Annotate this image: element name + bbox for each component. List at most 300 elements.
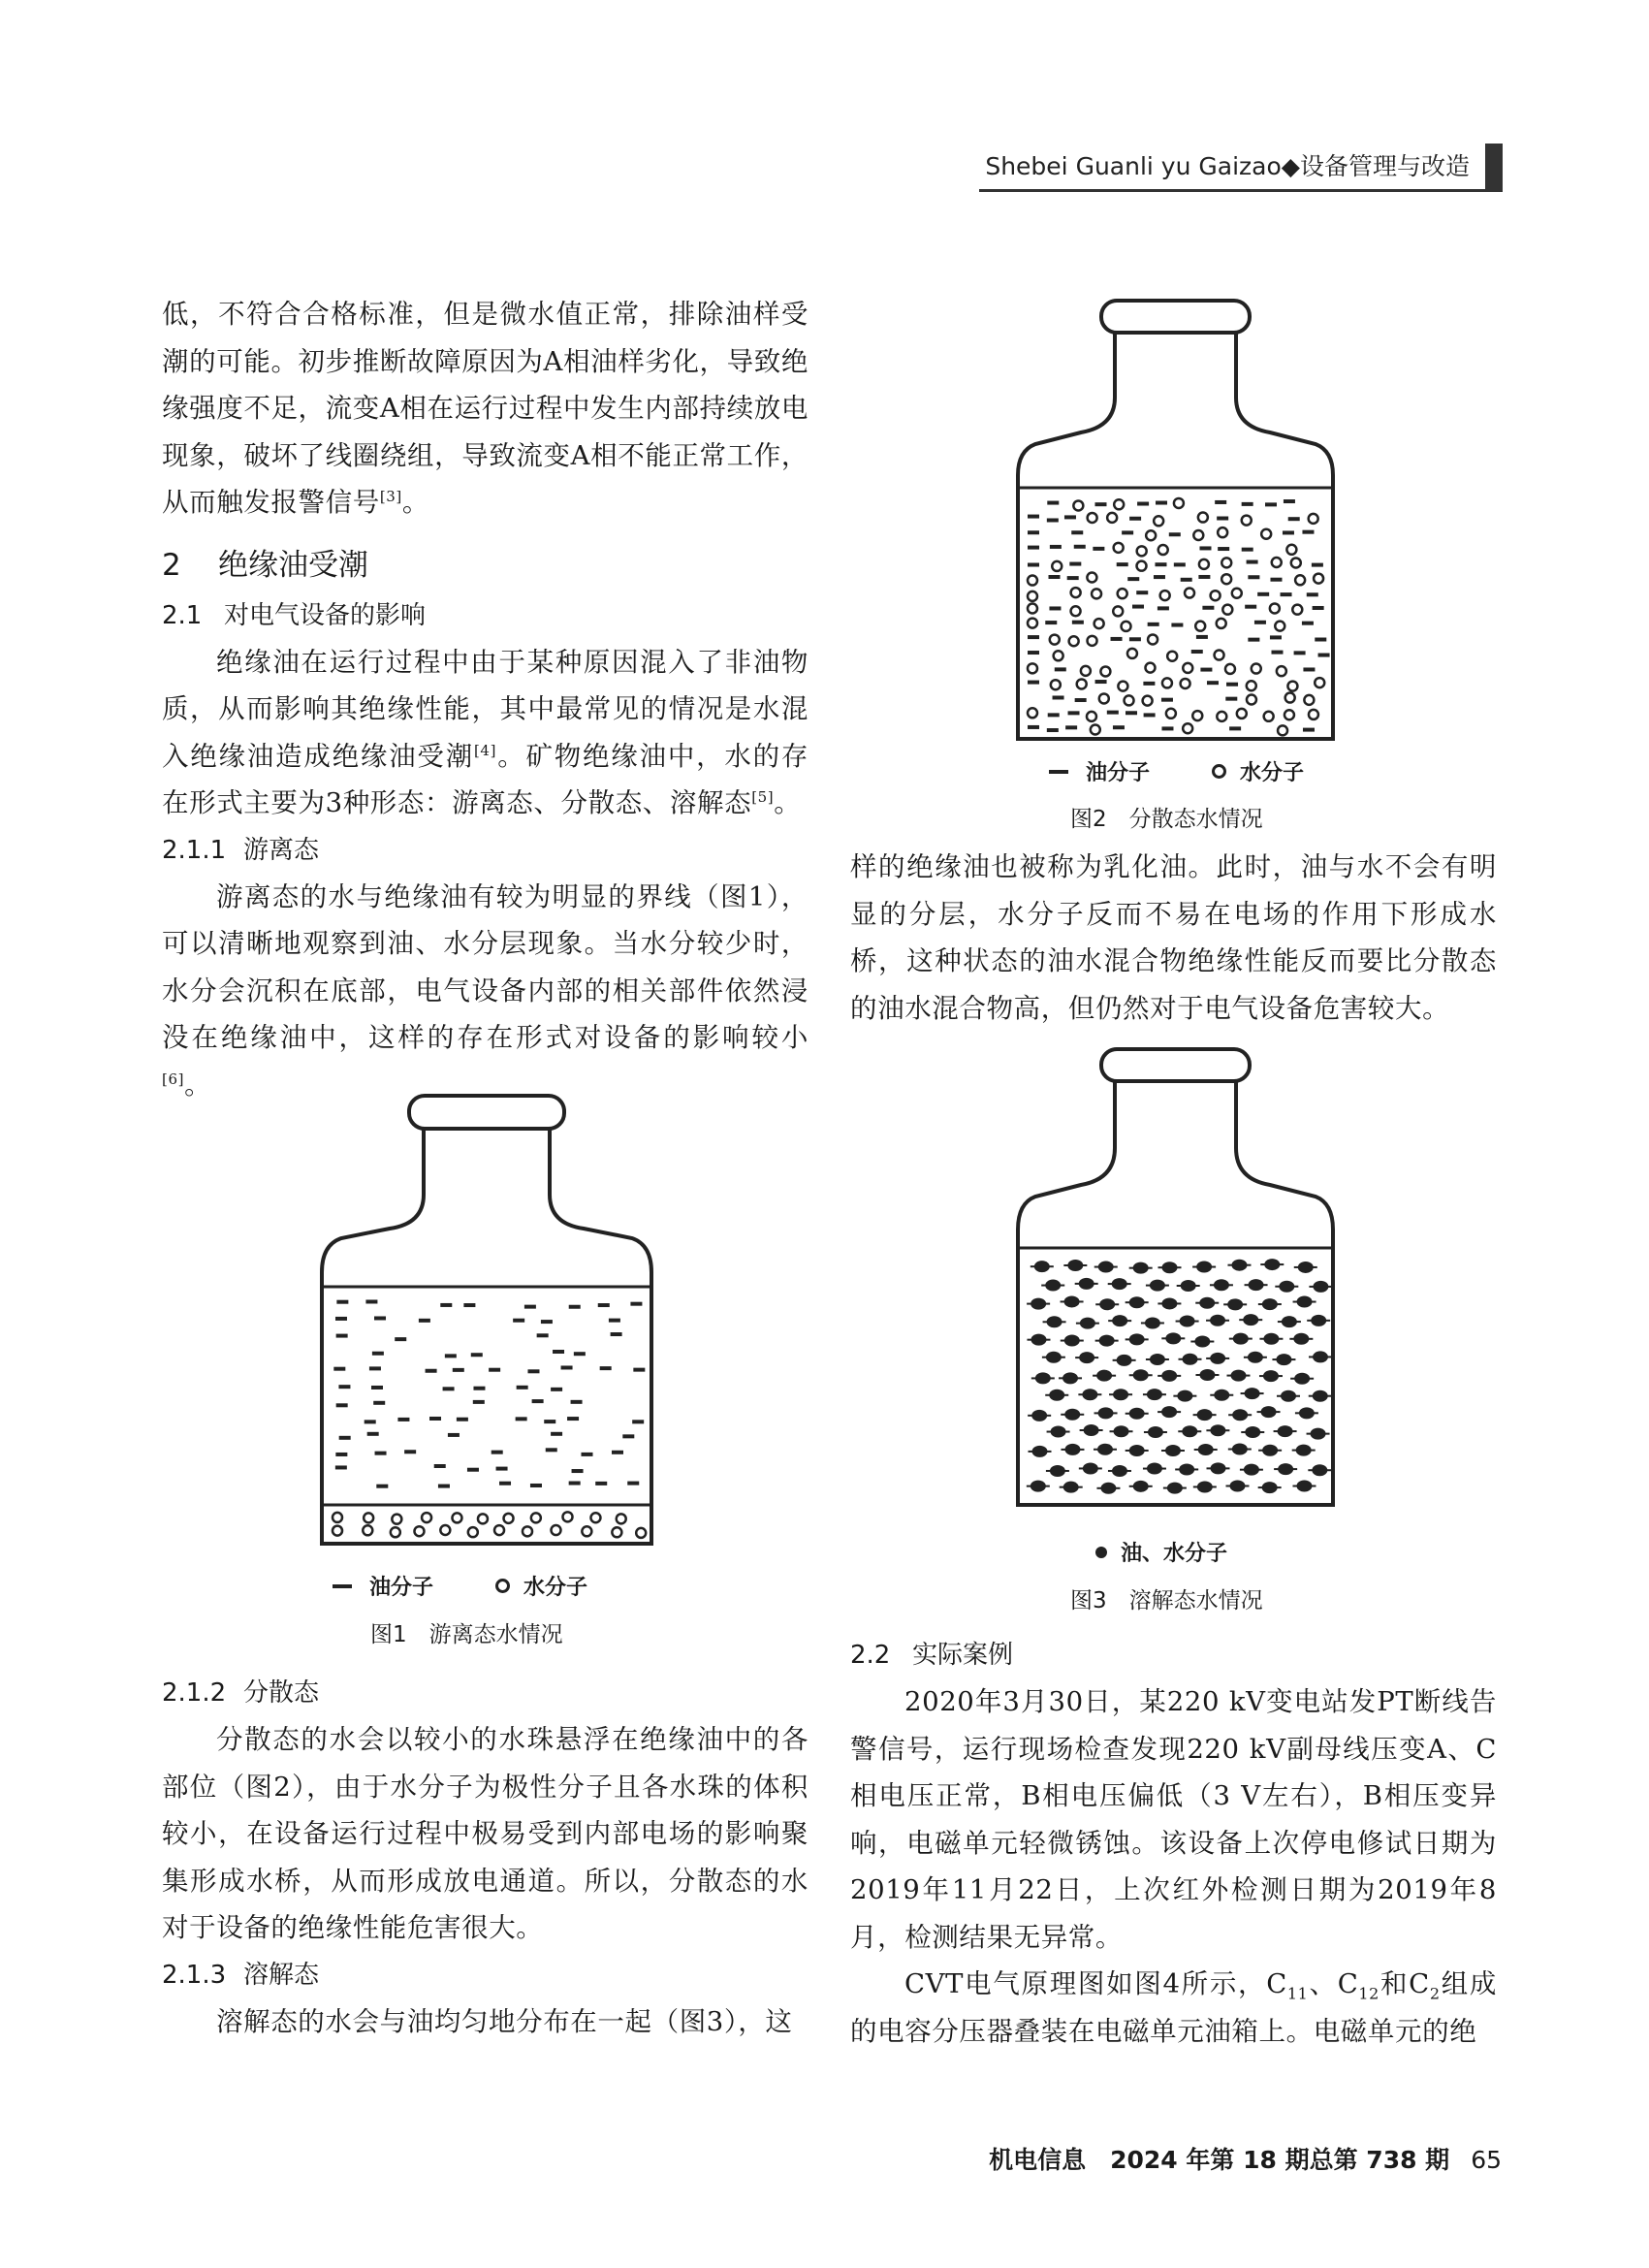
- oil-water-molecule-bar: [1041, 1285, 1064, 1287]
- water-molecule: [1050, 635, 1060, 645]
- oil-molecule: [530, 1484, 542, 1487]
- oil-water-molecule-bar: [1194, 1449, 1218, 1451]
- oil-molecule: [395, 1337, 406, 1341]
- header-latin: Shebei Guanli yu Gaizao: [985, 152, 1282, 180]
- oil-water-molecule-bar: [1274, 1430, 1297, 1432]
- water-molecule: [1183, 663, 1192, 673]
- water-molecule-icon: [1212, 764, 1226, 779]
- oil-molecule: [1254, 621, 1266, 624]
- water-molecule: [1154, 516, 1163, 526]
- water-molecule: [1162, 678, 1172, 687]
- water-molecule: [422, 1513, 431, 1522]
- water-molecule: [1114, 499, 1124, 509]
- oil-molecule: [1303, 728, 1315, 732]
- water-molecule: [1277, 666, 1286, 676]
- oil-molecule: [1129, 517, 1141, 521]
- oil-water-molecule-bar: [1143, 1468, 1166, 1470]
- water-molecule: [523, 1526, 532, 1536]
- paragraph-2-1-2: 分散态的水会以较小的水珠悬浮在绝缘油中的各部位（图2），由于水分子为极性分子且各水珠的体积较小，在设备运行过程中极易受到内部电场的影响聚集形成水桥，从而形成放电通道。所以，分散态的水对于设备的绝缘性能危害很大。: [162, 1724, 809, 1943]
- oil-water-molecule-bar: [1207, 1467, 1230, 1469]
- water-molecule: [1160, 591, 1170, 600]
- oil-molecule: [1049, 575, 1061, 579]
- water-molecule: [590, 1513, 600, 1522]
- oil-water-molecule-bar: [1163, 1487, 1187, 1489]
- oil-molecule: [572, 1469, 584, 1473]
- water-molecule: [1148, 634, 1157, 644]
- oil-molecule: [365, 1420, 376, 1423]
- oil-molecule: [1174, 562, 1186, 566]
- figure-3-bottle: [1008, 1039, 1343, 1515]
- right-column-lower: [850, 1632, 1497, 2055]
- water-molecule: [1073, 500, 1083, 510]
- oil-molecule: [1072, 621, 1084, 624]
- water-molecule: [414, 1526, 424, 1536]
- oil-molecule: [551, 1432, 562, 1436]
- water-molecule: [551, 1525, 560, 1535]
- oil-water-molecule-bar: [1028, 1451, 1051, 1453]
- oil-molecule: [371, 1386, 383, 1390]
- water-molecule: [1237, 709, 1247, 719]
- oil-water-molecule-bar: [1129, 1374, 1153, 1376]
- oil-molecule: [438, 1485, 450, 1488]
- oil-molecule: [1154, 575, 1165, 579]
- water-molecule: [1261, 529, 1271, 539]
- oil-water-molecule-bar: [1028, 1415, 1051, 1417]
- water-molecule: [1077, 679, 1087, 688]
- oil-molecule: [1303, 667, 1315, 671]
- water-molecule: [1286, 545, 1296, 555]
- oil-molecule: [1245, 605, 1256, 609]
- oil-water-molecule-bar: [1157, 1302, 1181, 1304]
- oil-molecule: [1191, 650, 1203, 654]
- oil-water-molecule-bar: [1307, 1433, 1330, 1435]
- oil-molecule: [1242, 502, 1253, 506]
- water-molecule: [1099, 693, 1109, 703]
- header-rule: [979, 189, 1503, 192]
- oil-molecule: [1161, 698, 1173, 702]
- oil-molecule: [1225, 697, 1237, 701]
- water-molecule: [1107, 513, 1117, 523]
- water-molecule: [1278, 725, 1287, 735]
- oil-molecule: [611, 1332, 622, 1336]
- oil-water-molecule-bar: [1063, 1264, 1087, 1266]
- oil-water-molecule-bar: [1244, 1357, 1267, 1358]
- oil-molecule-icon: [333, 1584, 352, 1588]
- oil-molecule: [622, 1434, 634, 1438]
- oil-molecule: [527, 1369, 539, 1373]
- oil-water-molecule-bar: [1193, 1414, 1217, 1416]
- oil-molecule: [516, 1417, 527, 1421]
- oil-molecule: [1028, 725, 1039, 729]
- oil-water-molecule-bar: [1309, 1356, 1332, 1358]
- water-molecule: [1287, 682, 1297, 691]
- oil-molecule: [365, 1299, 377, 1303]
- water-molecule: [1094, 619, 1104, 628]
- oil-water-molecule-bar: [1161, 1450, 1185, 1452]
- water-molecule: [1247, 695, 1256, 705]
- header-title: 设备管理与改造: [1299, 152, 1470, 180]
- water-molecule: [1113, 606, 1123, 616]
- oil-molecule: [1067, 576, 1079, 580]
- oil-water-molecule-bar: [1031, 1377, 1055, 1379]
- oil-molecule: [1248, 638, 1259, 642]
- oil-molecule: [1215, 500, 1226, 504]
- oil-molecule: [335, 1453, 347, 1456]
- oil-molecule: [561, 1365, 573, 1369]
- water-molecule: [1309, 710, 1318, 719]
- oil-molecule: [1270, 635, 1282, 639]
- oil-molecule: [1075, 698, 1087, 702]
- oil-water-molecule-bar: [1308, 1469, 1331, 1471]
- oil-molecule: [1312, 563, 1323, 567]
- oil-molecule: [1302, 622, 1314, 625]
- oil-water-molecule-bar: [1258, 1486, 1282, 1488]
- oil-molecule: [1047, 518, 1059, 522]
- oil-molecule: [1248, 575, 1259, 579]
- oil-molecule: [1132, 605, 1144, 609]
- oil-water-molecule-bar: [1061, 1340, 1084, 1342]
- paragraph-2-2-a: 2020年3月30日，某220 kV变电站发PT断线告警信号，运行现场检查发现220 kV副母线压变A、C相电压正常，B相电压偏低（3 V左右），B相压变异响，电磁单元轻微锈蚀。该设备上次停电修试日期为2019年11月22日，上次红外检测日期为2019年8月，检测结果无异常。: [850, 1686, 1497, 1953]
- oil-water-molecule-bar: [1258, 1450, 1282, 1452]
- oil-molecule: [1218, 547, 1229, 551]
- oil-water-molecule-bar: [1178, 1358, 1201, 1360]
- oil-molecule: [443, 1387, 455, 1390]
- oil-water-molecule-bar: [1241, 1392, 1264, 1394]
- water-molecule: [1292, 605, 1302, 615]
- oil-molecule: [1155, 562, 1166, 566]
- water-molecule: [1071, 606, 1081, 616]
- water-molecule: [1314, 574, 1323, 584]
- oil-molecule: [1318, 654, 1330, 657]
- water-molecule: [1285, 693, 1295, 703]
- water-molecule: [1051, 680, 1061, 689]
- oil-molecule: [1071, 530, 1083, 534]
- oil-molecule: [1202, 606, 1214, 610]
- oil-molecule: [1107, 711, 1119, 715]
- water-molecule: [333, 1513, 342, 1522]
- oil-molecule: [336, 1300, 348, 1304]
- water-molecule: [1218, 527, 1227, 537]
- page-number: 65: [1471, 2146, 1502, 2174]
- figure-3-legend: 油、水分子: [1095, 1537, 1227, 1567]
- water-molecule: [1221, 574, 1231, 584]
- oil-molecule: [571, 1400, 583, 1404]
- oil-molecule: [1161, 726, 1173, 730]
- oil-water-molecule-bar: [1190, 1341, 1214, 1343]
- oil-water-molecule-bar: [1059, 1377, 1082, 1379]
- oil-molecule: [1181, 578, 1192, 582]
- water-molecule: [1215, 651, 1224, 660]
- water-molecule: [1192, 711, 1202, 720]
- oil-water-molecule-bar: [1047, 1431, 1070, 1433]
- water-molecule: [440, 1525, 450, 1535]
- water-molecule: [1028, 708, 1037, 718]
- oil-water-molecule-bar: [1109, 1393, 1132, 1395]
- oil-molecule: [1065, 725, 1077, 729]
- oil-molecule: [1095, 680, 1107, 684]
- water-molecule: [468, 1527, 478, 1537]
- oil-molecule: [335, 1465, 347, 1469]
- oil-water-molecule-bar: [1195, 1302, 1219, 1304]
- oil-water-molecule-bar: [1193, 1485, 1217, 1487]
- oil-water-molecule-bar: [1259, 1375, 1283, 1377]
- oil-water-molecule-bar: [1206, 1429, 1229, 1431]
- oil-water-molecule-bar: [1129, 1485, 1153, 1487]
- water-molecule: [1091, 724, 1100, 734]
- oil-water-molecule-bar: [1093, 1375, 1116, 1377]
- oil-molecule: [473, 1400, 485, 1404]
- water-molecule: [1100, 666, 1110, 676]
- figure-1-legend: 油分子 水分子: [333, 1571, 587, 1601]
- oil-molecule: [1307, 592, 1318, 596]
- paragraph-emulsion: 样的绝缘油也被称为乳化油。此时，油与水不会有明显的分层，水分子反而不易在电场的作用下形成水桥，这种状态的油水混合物绝缘性能反而要比分散态的油水混合物高，但仍然对于电气设备危害较大。: [850, 851, 1497, 1024]
- oil-water-molecule-bar: [1076, 1323, 1099, 1325]
- oil-water-molecule-bar: [1146, 1285, 1169, 1287]
- oil-molecule: [489, 1368, 500, 1372]
- oil-molecule: [492, 1451, 503, 1454]
- oil-molecule: [499, 1482, 511, 1485]
- oil-molecule: [1247, 560, 1258, 564]
- oil-molecule: [532, 1399, 544, 1403]
- section-heading-2-2: 2.2 实际案例: [850, 1641, 1014, 1670]
- oil-water-molecule-bar: [1274, 1468, 1297, 1470]
- oil-molecule: [1047, 728, 1059, 732]
- oil-water-molecule-bar: [1143, 1393, 1166, 1395]
- oil-water-molecule-bar: [1157, 1411, 1181, 1413]
- water-molecule: [1221, 558, 1231, 567]
- oil-molecule: [1113, 725, 1125, 729]
- oil-water-molecule-bar: [1228, 1414, 1252, 1416]
- water-molecule: [364, 1513, 373, 1522]
- water-molecule: [1242, 516, 1252, 526]
- oil-molecule: [367, 1432, 379, 1436]
- oil-water-molecule-bar: [1045, 1394, 1068, 1396]
- oil-molecule: [1270, 578, 1282, 582]
- water-molecule: [1114, 543, 1124, 553]
- oil-water-molecule-bar: [1158, 1266, 1182, 1268]
- oil-molecule: [453, 1368, 464, 1372]
- oil-molecule: [1156, 501, 1167, 505]
- section-heading-2: 2 绝缘油受潮: [162, 547, 368, 583]
- oil-molecule: [1028, 681, 1039, 685]
- oil-water-molecule-bar: [1309, 1286, 1332, 1288]
- oil-water-molecule-bar: [1173, 1395, 1196, 1397]
- oil-molecule: [434, 1464, 446, 1468]
- water-molecule: [1252, 664, 1261, 674]
- oil-molecule: [335, 1317, 347, 1321]
- oil-water-molecule-bar: [1293, 1301, 1316, 1303]
- oil-molecule: [627, 1482, 639, 1485]
- oil-water-molecule-bar: [1278, 1321, 1301, 1323]
- paragraph-intro: 低，不符合合格标准，但是微水值正常，排除油样受潮的可能。初步推断故障原因为A相油样劣化，导致绝缘强度不足，流变A相在运行过程中发生内部持续放电现象，破坏了线圈绕组，导致流变A相不能正常工作，从而触发报警信号[3]。: [162, 299, 809, 518]
- water-molecule: [1054, 651, 1063, 660]
- oil-molecule: [632, 1420, 644, 1423]
- water-molecule: [636, 1528, 646, 1538]
- water-molecule: [1081, 666, 1091, 676]
- right-column: [850, 844, 1497, 1032]
- water-molecule: [1211, 591, 1221, 600]
- section-heading-2-1: 2.1 对电气设备的影响: [162, 600, 427, 630]
- water-molecule: [1247, 681, 1256, 690]
- water-molecule: [1028, 619, 1037, 628]
- oil-molecule: [333, 1367, 345, 1371]
- water-molecule: [1270, 603, 1280, 613]
- water-molecule: [1295, 575, 1305, 585]
- oil-molecule: [1028, 562, 1039, 566]
- water-molecule: [1309, 514, 1318, 524]
- oil-molecule: [376, 1485, 388, 1488]
- oil-molecule: [369, 1366, 381, 1370]
- oil-molecule: [595, 1482, 607, 1485]
- oil-molecule: [1196, 635, 1208, 639]
- oil-molecule: [1111, 637, 1123, 641]
- water-molecule: [1087, 573, 1096, 583]
- oil-molecule: [1047, 501, 1059, 505]
- oil-molecule: [1226, 683, 1238, 687]
- water-molecule: [1291, 558, 1301, 567]
- oil-molecule: [524, 1305, 536, 1309]
- oil-molecule: [448, 1433, 460, 1437]
- oil-molecule: [1117, 562, 1128, 566]
- oil-molecule: [1069, 562, 1081, 566]
- oil-molecule: [1045, 621, 1057, 624]
- oil-molecule: [336, 1403, 348, 1407]
- oil-molecule: [375, 1452, 387, 1455]
- figure-2-legend: 油分子 水分子: [1049, 756, 1304, 786]
- oil-water-molecule-bar: [1080, 1429, 1103, 1431]
- oil-molecule: [1129, 637, 1141, 641]
- water-molecule: [1127, 649, 1137, 658]
- oil-water-molecule-bar: [1241, 1431, 1264, 1433]
- running-header: [979, 145, 1503, 192]
- oil-molecule: [1122, 530, 1133, 534]
- oil-water-molecule-bar: [1226, 1375, 1250, 1377]
- header-block: [1485, 144, 1503, 190]
- oil-molecule: [1271, 651, 1283, 655]
- water-molecule: [391, 1527, 400, 1537]
- oil-water-molecule-bar: [1223, 1303, 1247, 1305]
- oil-molecule: [541, 1320, 553, 1324]
- oil-molecule: [537, 1333, 549, 1337]
- oil-molecule: [1143, 682, 1155, 686]
- water-molecule: [1146, 530, 1156, 540]
- water-molecule: [1143, 696, 1153, 706]
- water-molecule: [1088, 513, 1097, 523]
- oil-water-molecule-bar: [1141, 1322, 1164, 1324]
- water-molecule: [478, 1514, 488, 1523]
- figure-2-caption: 图2 分散态水情况: [1070, 807, 1263, 832]
- oil-water-molecule-bar: [1210, 1394, 1233, 1396]
- oil-water-molecule-bar: [1108, 1320, 1131, 1322]
- page-footer: [989, 2141, 1502, 2176]
- oil-water-molecule-bar: [1126, 1413, 1149, 1415]
- water-molecule: [1167, 652, 1177, 661]
- oil-molecule: [1028, 651, 1039, 655]
- oil-water-molecule-bar: [1226, 1485, 1250, 1486]
- water-molecule-icon: [495, 1579, 510, 1593]
- water-molecule: [1028, 663, 1037, 673]
- water-molecule: [1185, 589, 1194, 598]
- oil-water-molecule-bar: [1043, 1321, 1066, 1323]
- oil-molecule: [513, 1319, 524, 1323]
- oil-molecule: [1242, 548, 1253, 552]
- oil-molecule: [1144, 713, 1156, 717]
- oil-molecule: [609, 1319, 620, 1323]
- oil-water-molecule-bar: [1177, 1285, 1200, 1287]
- oil-molecule: [1198, 575, 1210, 579]
- water-molecule: [1052, 561, 1062, 571]
- oil-molecule: [1207, 681, 1219, 685]
- oil-molecule: [1136, 591, 1148, 594]
- water-molecule: [1028, 576, 1037, 586]
- oil-water-molecule-bar: [1027, 1485, 1050, 1487]
- oil-water-molecule-bar: [1061, 1414, 1084, 1416]
- oil-water-molecule-bar: [1228, 1449, 1252, 1451]
- oil-water-molecule-bar: [1126, 1338, 1149, 1340]
- oil-molecule: [600, 1366, 612, 1370]
- oil-water-molecule-bar: [1210, 1284, 1233, 1286]
- oil-molecule: [598, 1303, 610, 1307]
- oil-water-molecule-bar: [1078, 1393, 1101, 1395]
- oil-water-molecule-bar: [1094, 1449, 1117, 1451]
- oil-water-molecule-bar: [1206, 1320, 1229, 1322]
- water-molecule: [494, 1525, 504, 1535]
- oil-molecule: [397, 1418, 409, 1421]
- oil-water-molecule-bar: [1031, 1265, 1054, 1267]
- water-molecule: [1069, 636, 1079, 646]
- figure-3-caption: 图3 溶解态水情况: [1070, 1588, 1263, 1613]
- oil-molecule: [1094, 502, 1106, 506]
- oil-molecule: [1302, 530, 1314, 534]
- water-molecule: [1198, 513, 1208, 523]
- oil-water-molecule-bar: [1061, 1449, 1084, 1451]
- oil-molecule: [1171, 623, 1183, 627]
- oil-water-molecule-bar: [1245, 1284, 1268, 1286]
- water-molecule: [1087, 712, 1096, 721]
- oil-molecule: [374, 1316, 386, 1320]
- oil-molecule: [463, 1303, 475, 1307]
- oil-molecule: [1157, 606, 1169, 610]
- water-molecule: [1193, 530, 1203, 540]
- water-molecule: [1264, 712, 1274, 721]
- oil-water-molecule-bar: [1272, 1358, 1295, 1360]
- oil-water-molecule-bar: [1042, 1357, 1065, 1358]
- oil-water-molecule-bar: [1257, 1411, 1281, 1413]
- oil-water-molecule-bar: [1095, 1340, 1119, 1342]
- water-molecule: [1217, 619, 1226, 628]
- oil-water-molecule-bar: [1178, 1430, 1201, 1432]
- oil-water-molecule-bar: [1161, 1337, 1185, 1339]
- oil-molecule: [630, 1302, 642, 1306]
- oil-water-molecule-icon: [1095, 1547, 1107, 1558]
- oil-molecule: [569, 1482, 581, 1485]
- water-molecule: [1118, 682, 1127, 691]
- oil-water-molecule-bar: [1061, 1300, 1084, 1302]
- oil-water-molecule-bar: [1075, 1357, 1098, 1358]
- water-molecule: [1181, 679, 1190, 688]
- water-molecule: [1028, 591, 1037, 601]
- water-molecule: [562, 1512, 572, 1521]
- water-molecule: [1275, 622, 1284, 631]
- oil-water-molecule-bar: [1110, 1430, 1133, 1432]
- oil-molecule: [336, 1334, 348, 1338]
- oil-molecule: [553, 1350, 564, 1354]
- oil-water-molecule-bar: [1277, 1395, 1300, 1397]
- oil-molecule: [1055, 667, 1066, 671]
- oil-molecule: [457, 1418, 468, 1421]
- water-molecule: [1232, 589, 1242, 598]
- oil-water-molecule-bar: [1258, 1303, 1282, 1305]
